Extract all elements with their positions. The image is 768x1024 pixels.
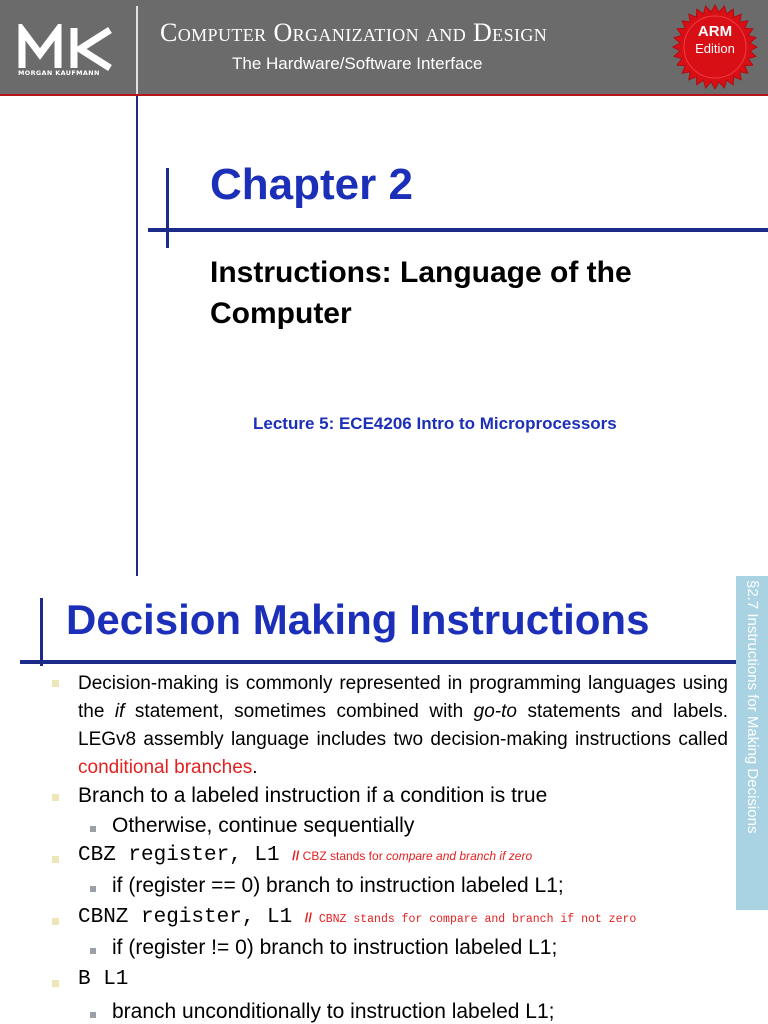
chapter-title: Chapter 2 [210, 160, 413, 209]
sub-list-item: if (register != 0) branch to instruction labeled L1; [112, 936, 558, 959]
seal-label [672, 24, 758, 58]
logo-divider [136, 6, 138, 94]
sub-bullet-marker [90, 948, 96, 954]
sub-list-item: Otherwise, continue sequentially [112, 814, 415, 837]
sub-bullet-marker [90, 1012, 96, 1018]
title-accent-bar [40, 598, 43, 666]
logo-publisher: MORGAN KAUFMANN [18, 69, 100, 77]
comment-text: compare and branch if zero [386, 849, 533, 863]
comment-marker: // [292, 848, 300, 863]
title-accent-bar [166, 168, 169, 248]
book-subtitle: The Hardware/Software Interface [232, 54, 483, 73]
list-item [78, 968, 128, 991]
sub-bullet-marker [90, 886, 96, 892]
lecture-label: Lecture 5: ECE4206 Intro to Microprocessors [253, 414, 617, 433]
sub-list-item: branch unconditionally to instruction labeled L1; [112, 1000, 555, 1023]
code-text: B L1 [78, 968, 129, 991]
comment-marker: // [304, 910, 312, 925]
seal-edition-text: Edition [695, 41, 735, 56]
section-side-tab [736, 576, 768, 910]
list-item [78, 906, 636, 929]
comment-text: CBNZ stands for compare and branch if not zero [311, 913, 637, 926]
banner-underline [0, 94, 768, 96]
seal-arm-text: ARM [697, 23, 733, 40]
book-title: Computer Organization and Design [160, 18, 548, 47]
list-item [78, 844, 532, 867]
title-underline [148, 228, 768, 232]
text-run: statements and labels. LEGv8 assembly language includes two decision-making instructions called [78, 701, 728, 750]
section-side-tab-label: §2.7 Instructions for Making Decisions [744, 580, 761, 834]
content-slide [0, 576, 768, 1024]
text-run: . [252, 757, 258, 778]
list-item: Branch to a labeled instruction if a condition is true [78, 784, 548, 807]
sub-bullet-marker [90, 826, 96, 832]
comment-text: CBZ stands for [299, 849, 387, 863]
highlight-text: conditional branches [78, 757, 253, 778]
text-run: go-to [473, 701, 517, 722]
bullet-marker [52, 680, 59, 687]
chapter-subtitle: Instructions: Language of the Computer [210, 256, 632, 330]
vertical-rule [136, 96, 138, 576]
sub-list-item: if (register == 0) branch to instruction labeled L1; [112, 874, 564, 897]
bullet-marker [52, 856, 59, 863]
text-run: Decision-making is commonly represented in programming languages using the [78, 673, 728, 722]
code-text: CBNZ register, L1 [78, 906, 293, 929]
text-run: if [114, 701, 125, 722]
bullet-marker [52, 980, 59, 987]
code-text: CBZ register, L1 [78, 844, 280, 867]
title-underline [20, 660, 736, 664]
bullet-marker [52, 794, 59, 801]
text-run: statement, sometimes combined with [124, 701, 474, 722]
bullet-marker [52, 918, 59, 925]
slide-title: Decision Making Instructions [66, 596, 650, 643]
list-item [78, 670, 728, 782]
